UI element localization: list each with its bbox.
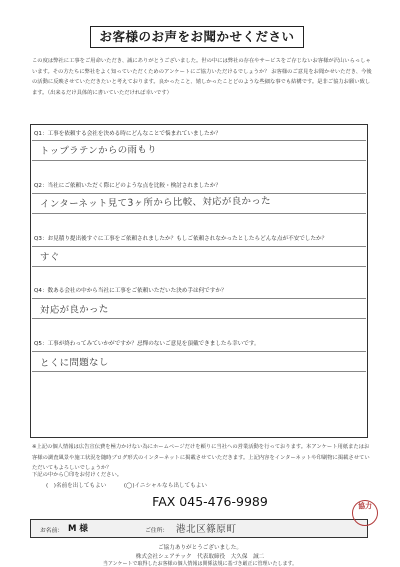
publication-consent-note: ※上記の個人情報は広告宣伝費を極力かけない為にホームページだけを頼りに当社への営業活動を行っております。本アンケート用紙またはお客様の調査風景や施工状況を随時ブログ形式のインターネットに掲載させていただきます。上記内容をインターネットや印刷物に掲載させていただいてもよろしいでしょうか？ <box>32 444 370 472</box>
question-1: Q1：工事を依頼する会社を決める時にどんなことで悩まれていましたか？ <box>34 131 221 137</box>
answer-5: とくに問題なし <box>39 357 109 369</box>
address-label: ご住所： <box>145 528 169 534</box>
intro-paragraph: この度は弊社に工事をご用命いただき、誠にありがとうございました。世の中には弊社の存在やサービスをご存じないお客様が沢山いらっしゃいます。その方たちに弊社をよく知っていただくためのアンケートにご協力いただけるでしょうか？ お客様のご意見をお聞かせいただき、今後の活動に反映させていただきたいと考えております。良かったこと、嬉しかったことどのような些細な事でも結構です。是非ご協力お願い致します。（出来るだけ具体的に書いていただければ幸いです） <box>32 58 372 96</box>
questions-frame <box>30 124 368 438</box>
answer-3: すぐ <box>39 251 60 263</box>
name-value: M 様 <box>68 524 88 534</box>
privacy-note: 当アンケートで取得したお客様の個人情報は関係法規に基づき厳正に管理いたします。 <box>102 561 298 567</box>
question-5: Q5：工事が終わってみていかがですか？忌憚のないご意見を頂戴できましたら幸いです。 <box>34 341 260 347</box>
address-value: 港北区篠原町 <box>176 524 237 535</box>
option-initial-ok[interactable]: (◯)イニシャルなら出してもよい <box>123 483 207 489</box>
choice-prompt: 下記の中から〇印をお付けください。 <box>32 472 123 478</box>
question-4: Q4：数ある会社の中から当社に工事をご依頼いただいた決め手は何ですか？ <box>34 288 227 294</box>
fax-number: FAX 045-476-9989 <box>152 494 268 509</box>
page-title: お客様のお声をお聞かせください <box>90 26 304 48</box>
seal-stamp: 協力 <box>352 500 378 526</box>
answer-line-3 <box>32 246 366 267</box>
answer-1: トップラテンからの雨もり <box>39 144 157 157</box>
question-3: Q3：お見積り提出後すぐに工事をご依頼されましたか？もしご依頼されなかったとしたらどんな点が不安でしたか？ <box>34 236 328 242</box>
thanks-text: ご協力ありがとうございました。 <box>158 545 242 551</box>
name-label: お名前： <box>40 528 64 534</box>
question-2: Q2：当社にご依頼いただく際にどのような点を比較・検討されましたか？ <box>34 183 221 189</box>
company-name: 株式会社シェアテック 代表取締役 大久保 誠二 <box>135 554 265 560</box>
answer-4: 対応が良かった <box>39 304 109 316</box>
answer-2: インターネット見て3ヶ所から比較、対応が良かった <box>39 195 271 210</box>
consent-options <box>46 481 207 489</box>
option-name-ok[interactable]: ( )名前を出してもよい <box>46 483 107 489</box>
